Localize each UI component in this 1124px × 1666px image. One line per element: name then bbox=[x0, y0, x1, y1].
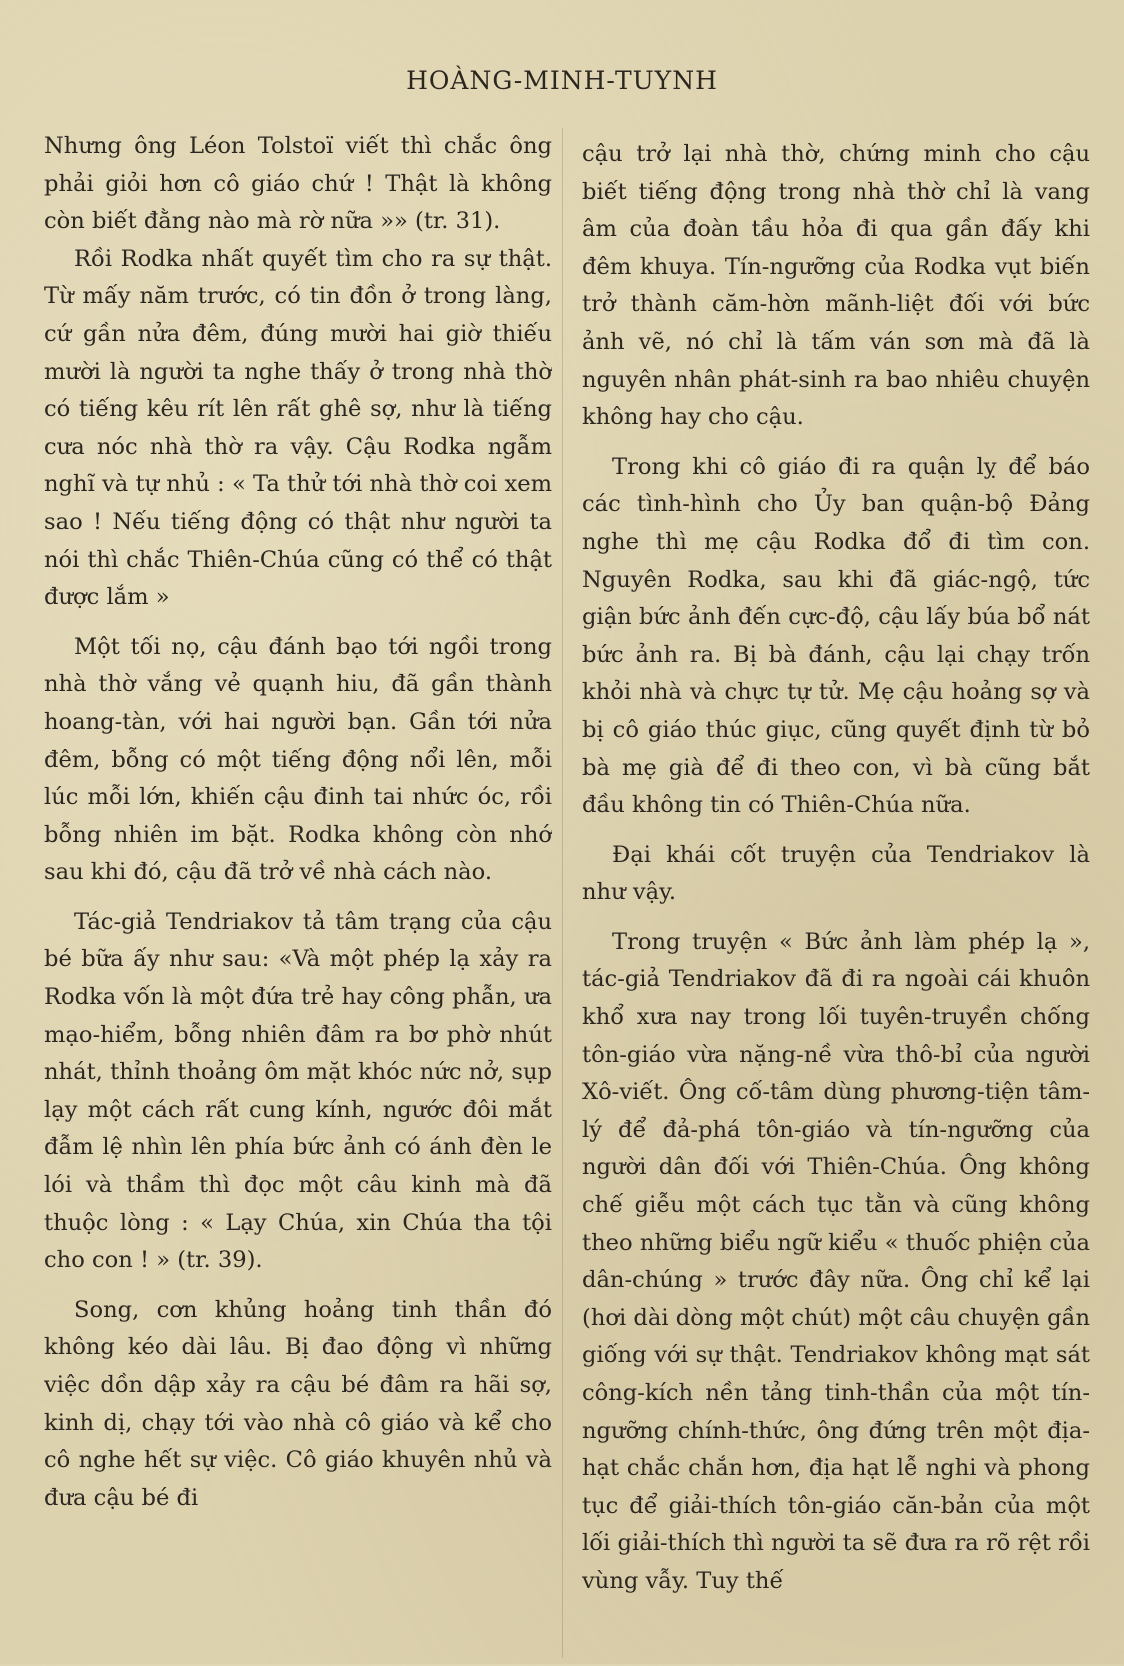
running-header: HOÀNG-MINH-TUYNH bbox=[406, 66, 718, 95]
right-paragraph-3: Đại khái cốt truyện của Tendriakov là như vậy. bbox=[582, 841, 1090, 906]
right-paragraph-2: Trong khi cô giáo đi ra quận lỵ để báo các tình-hình cho Ủy ban quận-bộ Đảng nghe thì mẹ cậu Rodka đổ đi tìm con. Nguyên Rodka, sau khi đã giác-ngộ, tức giận bức ảnh đến cực-độ, cậu lấy búa bổ nát bức ảnh ra. Bị bà đánh, cậu lại chạy trốn khỏi nhà và chực tự tử. Mẹ cậu hoảng sợ và bị cô giáo thúc giục, cũng quyết định từ bỏ bà mẹ già để đi theo con, vì bà cũng bắt đầu không tin có Thiên-Chúa nữa. bbox=[582, 453, 1090, 819]
left-paragraph-2: Rồi Rodka nhất quyết tìm cho ra sự thật. Từ mấy năm trước, có tin đồn ở trong làng, cứ gần nửa đêm, đúng mười hai giờ thiếu mười là người ta nghe thấy ở trong nhà thờ có tiếng kêu rít lên rất ghê sợ, như là tiếng cưa nóc nhà thờ ra vậy. Cậu Rodka ngẫm nghĩ và tự nhủ : « Ta thử tới nhà thờ coi xem sao ! Nếu tiếng động có thật như người ta nói thì chắc Thiên-Chúa cũng có thể có thật được lắm » bbox=[44, 245, 552, 611]
left-paragraph-1: Nhưng ông Léon Tolstoï viết thì chắc ông phải giỏi hơn cô giáo chứ ! Thật là không còn biết đằng nào mà rờ nữa »» (tr. 31). bbox=[44, 133, 552, 235]
left-paragraph-4: Tác-giả Tendriakov tả tâm trạng của cậu bé bữa ấy như sau: «Và một phép lạ xảy ra Rodka vốn là một đứa trẻ hay công phẫn, ưa mạo-hiểm, bỗng nhiên đâm ra bơ phờ nhút nhát, thỉnh thoảng ôm mặt khóc nức nở, sụp lạy một cách rất cung kính, ngước đôi mắt đẫm lệ nhìn lên phía bức ảnh có ánh đèn le lói và thầm thì đọc một câu kinh mà đã thuộc lòng : « Lạy Chúa, xin Chúa tha tội cho con ! » (tr. 39). bbox=[44, 908, 552, 1274]
left-paragraph-3: Một tối nọ, cậu đánh bạo tới ngồi trong nhà thờ vắng vẻ quạnh hiu, đã gần thành hoang-tàn, với hai người bạn. Gần tới nửa đêm, bỗng có một tiếng động nổi lên, mỗi lúc mỗi lớn, khiến cậu đinh tai nhức óc, rồi bỗng nhiên im bặt. Rodka không còn nhớ sau khi đó, cậu đã trở về nhà cách nào. bbox=[44, 633, 552, 886]
right-paragraph-1: cậu trở lại nhà thờ, chứng minh cho cậu biết tiếng động trong nhà thờ chỉ là vang âm của đoàn tầu hỏa đi qua gần đấy khi đêm khuya. Tín-ngưỡng của Rodka vụt biến trở thành căm-hờn mãnh-liệt đối với bức ảnh vẽ, nó chỉ là tấm ván sơn mà đã là nguyên nhân phát-sinh ra bao nhiêu chuyện không hay cho cậu. bbox=[582, 141, 1090, 431]
left-column bbox=[44, 128, 552, 1658]
column-divider bbox=[562, 128, 563, 1658]
left-paragraph-5: Song, cơn khủng hoảng tinh thần đó không kéo dài lâu. Bị đao động vì những việc dồn dập xảy ra cậu bé đâm ra hãi sợ, kinh dị, chạy tới vào nhà cô giáo và kể cho cô nghe hết sự việc. Cô giáo khuyên nhủ và đưa cậu bé đi bbox=[44, 1296, 552, 1511]
right-paragraph-4: Trong truyện « Bức ảnh làm phép lạ », tác-giả Tendriakov đã đi ra ngoài cái khuôn khổ xưa nay trong lối tuyên-truyền chống tôn-giáo vừa nặng-nề vừa thô-bỉ của người Xô-viết. Ông cố-tâm dùng phương-tiện tâm-lý để đả-phá tôn-giáo và tín-ngưỡng của người dân đối với Thiên-Chúa. Ông không chế giễu một cách tục tằn và cũng không theo những biểu ngữ kiểu « thuốc phiện của dân-chúng » trước đây nữa. Ông chỉ kể lại (hơi dài dòng một chút) một câu chuyện gần giống với sự thật. Tendriakov không mạt sát công-kích nền tảng tinh-thần của một tín-ngưỡng chính-thức, ông đứng trên một địa-hạt chắc chắn hơn, địa hạt lễ nghi và phong tục để giải-thích tôn-giáo căn-bản của một lối giải-thích thì người ta sẽ đưa ra rõ rệt rồi vùng vẫy. Tuy thế bbox=[582, 928, 1090, 1594]
right-column bbox=[582, 136, 1090, 1666]
